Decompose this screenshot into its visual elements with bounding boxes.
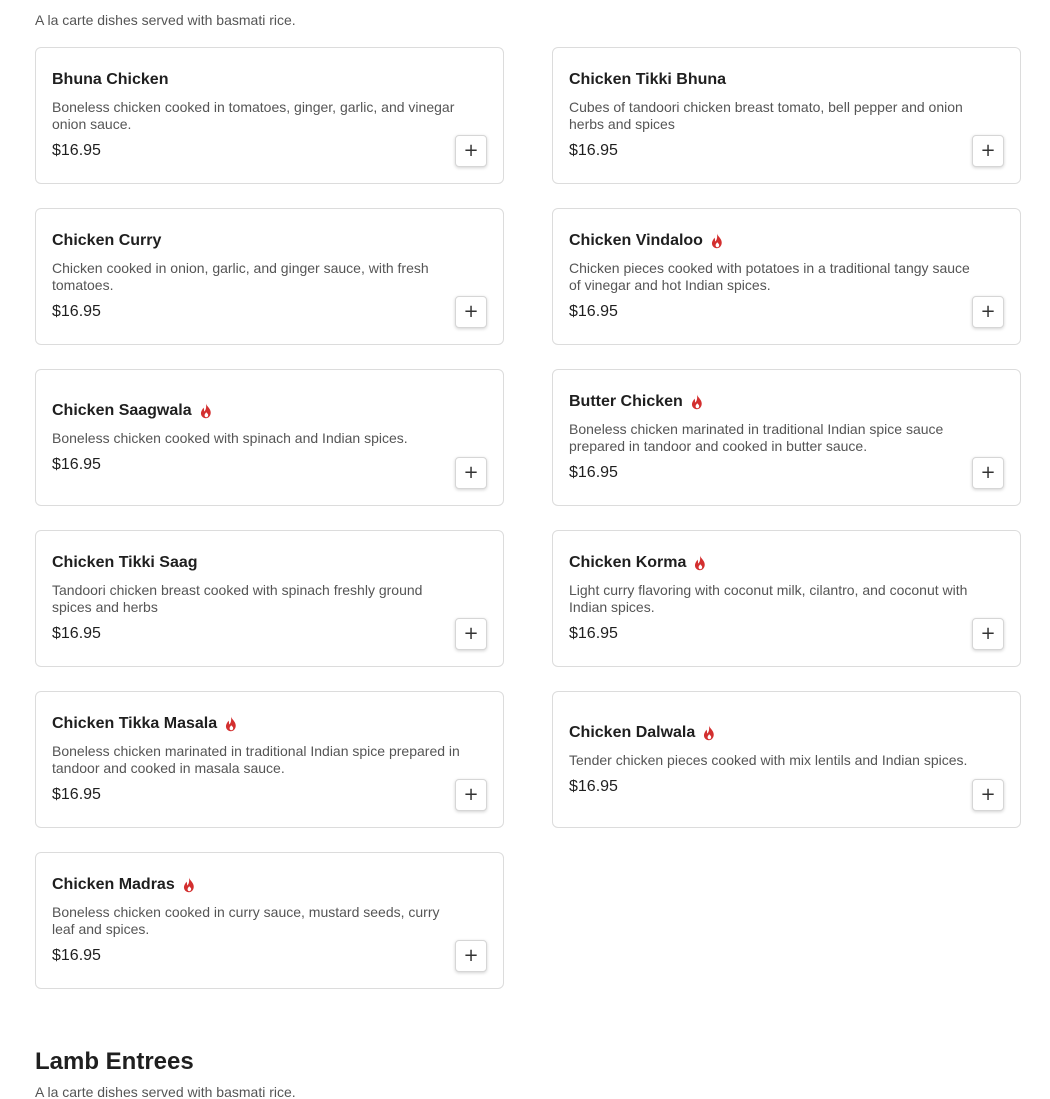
menu-item-card[interactable] [35, 852, 504, 989]
menu-item-price: $16.95 [52, 455, 101, 473]
menu-item-card[interactable] [35, 530, 504, 667]
menu-item-card[interactable] [552, 691, 1021, 828]
menu-item-description: Boneless chicken marinated in traditional Indian spice sauce prepared in tandoor and cooked in butter sauce. [569, 421, 944, 454]
menu-item-price: $16.95 [569, 464, 618, 481]
menu-item-price: $16.95 [52, 625, 101, 642]
add-to-cart-button[interactable]: + [455, 618, 487, 650]
menu-item-name: Chicken Saagwala [52, 401, 192, 419]
menu-item-price: $16.95 [52, 142, 101, 159]
spicy-flame-icon [691, 394, 703, 410]
spicy-flame-icon [711, 233, 723, 249]
menu-item-name: Chicken Dalwala [569, 723, 696, 741]
menu-item-description: Boneless chicken cooked with spinach and Indian spices. [52, 429, 408, 446]
menu-item-title [52, 875, 487, 895]
menu-item-card[interactable] [35, 47, 504, 184]
add-to-cart-button[interactable]: + [455, 296, 487, 328]
menu-item-card[interactable] [552, 47, 1021, 184]
menu-item-name: Chicken Madras [52, 876, 175, 893]
menu-item-description: Boneless chicken cooked in tomatoes, ginger, garlic, and vinegar onion sauce. [52, 99, 455, 132]
menu-item-title [52, 70, 487, 90]
menu-item-name: Chicken Curry [52, 232, 162, 249]
menu-item-price: $16.95 [569, 777, 618, 795]
lamb-section-subtitle: A la carte dishes served with basmati rice. [35, 1084, 296, 1099]
chicken-menu-grid [35, 47, 1021, 989]
menu-item-description: Boneless chicken cooked in curry sauce, mustard seeds, curry leaf and spices. [52, 904, 440, 937]
menu-item-description: Tandoori chicken breast cooked with spinach freshly ground spices and herbs [52, 582, 423, 615]
menu-item-description: Chicken cooked in onion, garlic, and ginger sauce, with fresh tomatoes. [52, 260, 429, 293]
menu-item-price: $16.95 [52, 303, 101, 320]
chicken-section-subtitle: A la carte dishes served with basmati rice. [35, 12, 296, 28]
menu-item-name: Chicken Tikka Masala [52, 715, 218, 732]
menu-item-name: Butter Chicken [569, 393, 683, 410]
spicy-flame-icon [694, 555, 706, 571]
add-to-cart-button[interactable]: + [972, 135, 1004, 167]
menu-item-card[interactable] [552, 369, 1021, 506]
add-to-cart-button[interactable]: + [455, 135, 487, 167]
menu-item-title [52, 231, 487, 251]
menu-item-card[interactable] [552, 530, 1021, 667]
spicy-flame-icon [225, 716, 237, 732]
menu-item-price: $16.95 [569, 142, 618, 159]
spicy-flame-icon [183, 877, 195, 893]
menu-item-name: Bhuna Chicken [52, 71, 169, 88]
menu-item-price: $16.95 [569, 625, 618, 642]
menu-item-card[interactable] [35, 208, 504, 345]
menu-item-title [569, 70, 1004, 90]
menu-item-price: $16.95 [569, 303, 618, 320]
menu-item-title [52, 401, 487, 421]
menu-item-name: Chicken Tikki Saag [52, 554, 198, 571]
menu-item-title [569, 392, 1004, 412]
menu-item-name: Chicken Tikki Bhuna [569, 71, 727, 88]
spicy-flame-icon [703, 725, 715, 741]
menu-item-card[interactable] [35, 691, 504, 828]
add-to-cart-button[interactable]: + [972, 296, 1004, 328]
menu-item-title [569, 231, 1004, 251]
lamb-section-title: Lamb Entrees [35, 1048, 194, 1075]
menu-item-price: $16.95 [52, 786, 101, 803]
menu-item-description: Boneless chicken marinated in traditional Indian spice prepared in tandoor and cooked in masala sauce. [52, 743, 460, 776]
menu-item-price: $16.95 [52, 947, 101, 964]
add-to-cart-button[interactable]: + [972, 779, 1004, 811]
spicy-flame-icon [200, 403, 212, 419]
menu-item-description: Light curry flavoring with coconut milk, cilantro, and coconut with Indian spices. [569, 582, 968, 615]
menu-item-title [569, 723, 1004, 743]
menu-item-title [52, 714, 487, 734]
menu-item-card[interactable] [35, 369, 504, 506]
add-to-cart-button[interactable]: + [455, 457, 487, 489]
menu-item-name: Chicken Korma [569, 554, 687, 571]
menu-item-description: Chicken pieces cooked with potatoes in a traditional tangy sauce of vinegar and hot Indian spices. [569, 260, 970, 293]
menu-item-name: Chicken Vindaloo [569, 232, 703, 249]
menu-item-title [52, 553, 487, 573]
menu-item-description: Tender chicken pieces cooked with mix lentils and Indian spices. [569, 751, 968, 768]
menu-item-card[interactable] [552, 208, 1021, 345]
menu-item-description: Cubes of tandoori chicken breast tomato, bell pepper and onion herbs and spices [569, 99, 963, 132]
add-to-cart-button[interactable]: + [455, 779, 487, 811]
menu-item-title [569, 553, 1004, 573]
add-to-cart-button[interactable]: + [972, 618, 1004, 650]
add-to-cart-button[interactable]: + [455, 940, 487, 972]
add-to-cart-button[interactable]: + [972, 457, 1004, 489]
